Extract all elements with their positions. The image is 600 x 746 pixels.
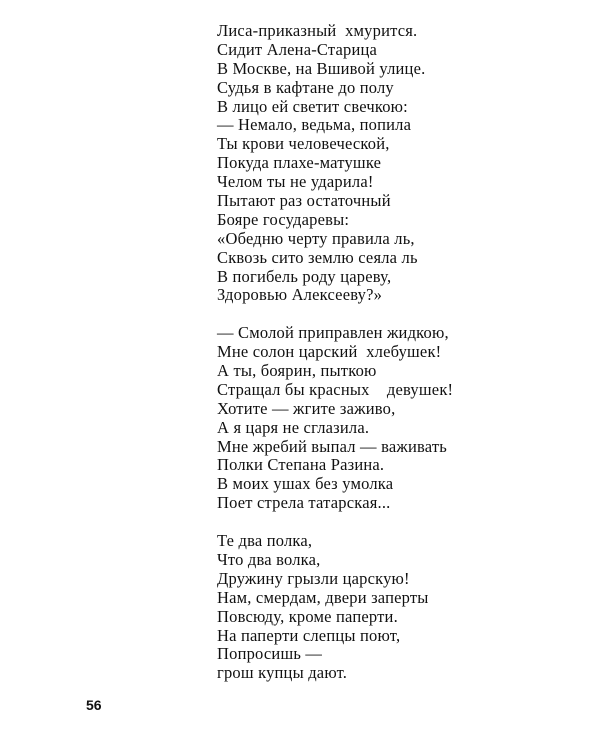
poem-line: Повсюду, кроме паперти. [217,606,398,626]
poem-line: — Смолой приправлен жидкою, [217,323,449,343]
poem-line: Те два полка, [217,531,313,551]
poem-line: Что два волка, [217,549,321,569]
poem-line: Дружину грызли царскую! [217,568,410,588]
poem-line: грош купцы дают. [217,663,348,683]
poem [217,22,577,683]
poem-line: Сидит Алена-Старица [217,39,378,59]
poem-line: Поет стрела татарская... [217,493,391,513]
poem-line: Хотите — жгите заживо, [217,398,396,418]
poem-line: В погибель роду цареву, [217,266,392,286]
poem-line: Пытают раз остаточный [217,191,391,211]
poem-line: Мне жребий выпал — важивать [217,436,447,456]
poem-line: «Обедню черту правила ль, [217,228,415,248]
stanza-1 [217,22,577,305]
poem-line: — Немало, ведьма, попила [217,115,412,135]
poem-line: А я царя не сглазила. [217,417,370,437]
poem-line: Попросишь — [217,644,323,664]
poem-line: Лиса-приказный хмурится. [217,21,418,40]
poem-line: Полки Степана Разина. [217,455,385,475]
stanza-3 [217,532,577,683]
poem-line: Бояре государевы: [217,209,350,229]
poem-line: А ты, боярин, пыткою [217,361,377,381]
stanza-separator [217,513,577,532]
poem-line: Покуда плахе-матушке [217,153,382,173]
poem-line: В лицо ей светит свечкою: [217,96,408,116]
poem-line: На паперти слепцы поют, [217,625,401,645]
stanza-separator [217,305,577,324]
poem-line: Нам, смердам, двери заперты [217,587,429,607]
poem-line: Мне солон царский хлебушек! [217,342,442,362]
stanza-2 [217,324,577,513]
poem-line: В Москве, на Вшивой улице. [217,58,426,78]
poem-line: В моих ушах без умолка [217,474,394,494]
poem-line: Стращал бы красных девушек! [217,379,454,399]
poem-line: Ты крови человеческой, [217,134,390,154]
poem-line: Сквозь сито землю сеяла ль [217,247,418,267]
page-number: 56 [86,697,102,713]
poem-line: Здоровью Алексееву?» [217,285,383,305]
poem-line: Челом ты не ударила! [217,172,374,192]
poem-line: Судья в кафтане до полу [217,77,394,97]
